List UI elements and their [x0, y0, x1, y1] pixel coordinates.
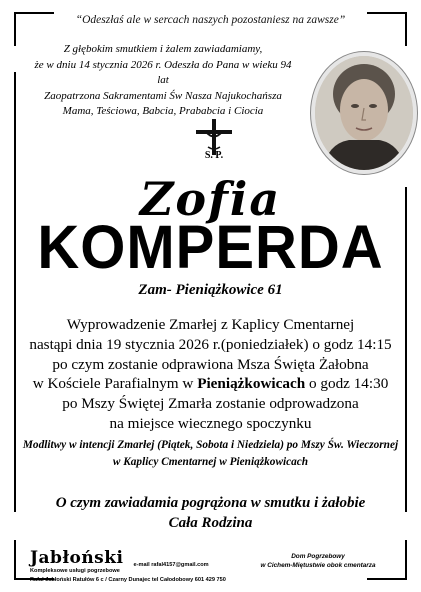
- prayer-line: w Kaplicy Cmentarnej w Pieniążkowicach: [112, 455, 309, 468]
- portrait-image: [315, 56, 413, 170]
- closing-line: Cała Rodzina: [168, 514, 253, 531]
- ceremony-text: w Kościele Parafialnym w: [32, 375, 198, 393]
- brand-tagline: Kompleksowe usługi pogrzebowe: [30, 568, 120, 574]
- funeral-home-footer: [30, 548, 250, 584]
- funeral-home-logo: [30, 548, 124, 575]
- ceremony-line: Wyprowadzenie Zmarłej z Kaplicy Cmentarnej: [66, 316, 355, 333]
- church-village: Pieniążkowicach: [197, 375, 306, 393]
- ceremony-line: po czym zostanie odprawiona Msza Święta Żałobna: [52, 355, 369, 373]
- brand-name: Jabłoński: [30, 548, 124, 568]
- ceremony-line: [10, 374, 411, 394]
- contact-email: e-mail rafal4157@gmail.com: [133, 562, 209, 568]
- location-line: w Cichem-Miętustwie obok cmentarza: [260, 562, 376, 569]
- intro-line: Z głębokim smutkiem i żalem zawiadamiamy,: [63, 43, 263, 55]
- motto-quote: “Odeszłaś ale w sercach naszych pozostaniesz na zawsze”: [75, 14, 346, 26]
- first-name: Zofia: [139, 172, 282, 226]
- ceremony-line: na miejsce wiecznego spoczynku: [109, 414, 312, 432]
- contact-address: Rafał Jabłoński Ratułów 6 c / Czarny Dunajec tel Całodobowy 601 429 750: [30, 577, 226, 583]
- location-line: Dom Pogrzebowy: [291, 553, 345, 560]
- intro-line: że w dniu 14 stycznia 2026 r. Odeszła do Pana w wieku 94 lat: [34, 58, 292, 86]
- prayer-notice: [10, 437, 411, 470]
- residence-address: Zam- Pieniążkowice 61: [138, 282, 283, 298]
- closing-note: [0, 494, 421, 533]
- ceremony-line: nastąpi dnia 19 stycznia 2026 r.(poniedziałek) o godz 14:15: [29, 335, 392, 353]
- announcement-intro: [30, 42, 296, 120]
- ceremony-details: [10, 315, 411, 434]
- surname: KOMPERDA: [37, 213, 384, 282]
- ceremony-line: po Mszy Świętej Zmarła zostanie odprowadzona: [62, 395, 359, 413]
- intro-line: Mama, Teściowa, Babcia, Prababcia i Ciocia: [62, 105, 264, 117]
- prayer-line: Modlitwy w intencji Zmarłej (Piątek, Sobota i Niedziela) po Mszy Św. Wieczornej: [22, 439, 399, 451]
- closing-line: O czym zawiadamia pogrążona w smutku i żałobie: [55, 495, 366, 511]
- symbol-label: S. P.: [204, 150, 224, 161]
- portrait-photo: [311, 52, 417, 174]
- ceremony-text: o godz 14:30: [305, 375, 389, 393]
- intro-line: Zaopatrzona Sakramentami Św Nasza Najukochańsza: [44, 89, 282, 102]
- funeral-home-location: [248, 552, 388, 570]
